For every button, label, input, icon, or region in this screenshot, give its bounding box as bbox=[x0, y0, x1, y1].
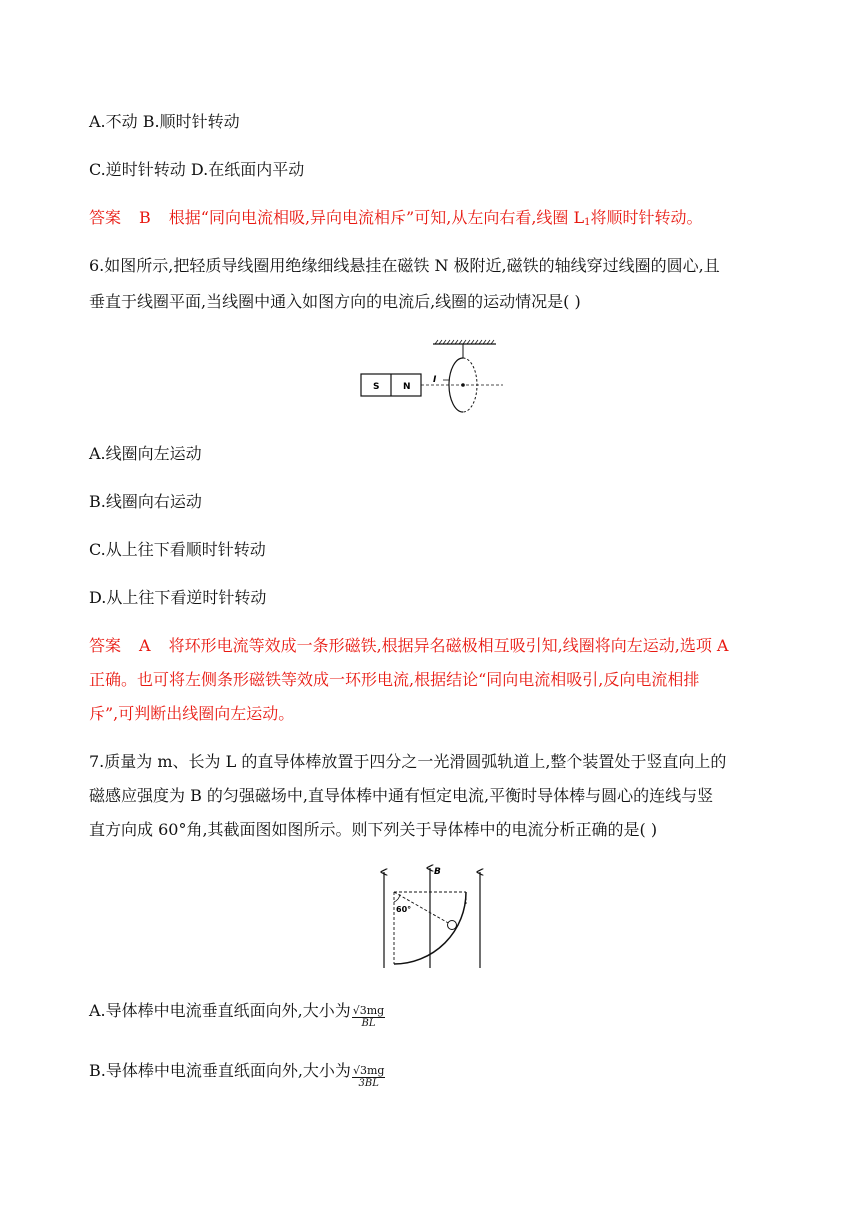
fraction-numerator: √3mg bbox=[352, 1064, 385, 1077]
fraction-denominator: 3BL bbox=[358, 1078, 379, 1089]
q6-answer-line1 bbox=[89, 636, 728, 656]
fraction-numerator: √3mg bbox=[352, 1004, 385, 1017]
option-b-fraction bbox=[352, 1065, 385, 1090]
magnet-s-label: S bbox=[373, 382, 380, 392]
q6-answer-line3: 斥”,可判断出线圈向左运动。 bbox=[89, 704, 295, 723]
q7-stem-line2: 磁感应强度为 B 的匀强磁场中,直导体棒中通有恒定电流,平衡时导体棒与圆心的连线与竖 bbox=[89, 786, 714, 805]
field-label: B bbox=[434, 867, 441, 877]
q6-option-b: B.线圈向右运动 bbox=[89, 492, 202, 511]
answer-subscript: 1 bbox=[584, 217, 591, 228]
answer-choice: B bbox=[139, 208, 151, 227]
answer-text: 将环形电流等效成一条形磁铁,根据异名磁极相互吸引知,线圈将向左运动,选项 A bbox=[168, 636, 729, 655]
current-label: I bbox=[433, 375, 437, 385]
q5-options-line2: C.逆时针转动 D.在纸面内平动 bbox=[89, 160, 305, 179]
q7-option-a bbox=[89, 1001, 385, 1030]
answer-label: 答案 bbox=[89, 636, 122, 655]
answer-text-end: 将顺时针转动。 bbox=[590, 208, 703, 227]
answer-choice: A bbox=[139, 636, 151, 655]
q6-stem-line1: 6.如图所示,把轻质导线圈用绝缘细线悬挂在磁铁 N 极附近,磁铁的轴线穿过线圈的圆心,且 bbox=[89, 256, 720, 275]
q7-option-b bbox=[89, 1061, 385, 1090]
q5-answer bbox=[89, 208, 703, 228]
q7-figure-arc-track bbox=[370, 864, 490, 972]
q7-stem-line1: 7.质量为 m、长为 L 的直导体棒放置于四分之一光滑圆弧轨道上,整个装置处于竖直向上的 bbox=[89, 752, 727, 771]
option-a-fraction bbox=[352, 1005, 385, 1030]
q6-stem-line2: 垂直于线圈平面,当线圈中通入如图方向的电流后,线圈的运动情况是( ) bbox=[89, 292, 581, 311]
coil-center bbox=[461, 383, 465, 387]
fraction-denominator: BL bbox=[361, 1018, 376, 1029]
magnet-n-label: N bbox=[403, 382, 411, 392]
conductor-rod bbox=[448, 921, 457, 930]
coil-back bbox=[463, 358, 477, 412]
q6-option-c: C.从上往下看顺时针转动 bbox=[89, 540, 266, 559]
q6-option-d: D.从上往下看逆时针转动 bbox=[89, 588, 267, 607]
q6-figure-magnet-coil bbox=[355, 336, 505, 416]
option-b-text: B.导体棒中电流垂直纸面向外,大小为 bbox=[89, 1061, 351, 1080]
answer-text: 根据“同向电流相吸,异向电流相斥”可知,从左向右看,线圈 L bbox=[168, 208, 585, 227]
q7-stem-line3: 直方向成 60°角,其截面图如图所示。则下列关于导体棒中的电流分析正确的是( ) bbox=[89, 820, 658, 839]
angle-label: 60° bbox=[396, 905, 412, 914]
option-a-text: A.导体棒中电流垂直纸面向外,大小为 bbox=[89, 1001, 351, 1020]
ceiling-hatch bbox=[435, 340, 494, 344]
answer-label: 答案 bbox=[89, 208, 122, 227]
q5-options-line1: A.不动 B.顺时针转动 bbox=[89, 112, 240, 131]
q6-answer-line2: 正确。也可将左侧条形磁铁等效成一环形电流,根据结论“同向电流相吸引,反向电流相排 bbox=[89, 670, 700, 689]
q6-option-a: A.线圈向左运动 bbox=[89, 444, 202, 463]
